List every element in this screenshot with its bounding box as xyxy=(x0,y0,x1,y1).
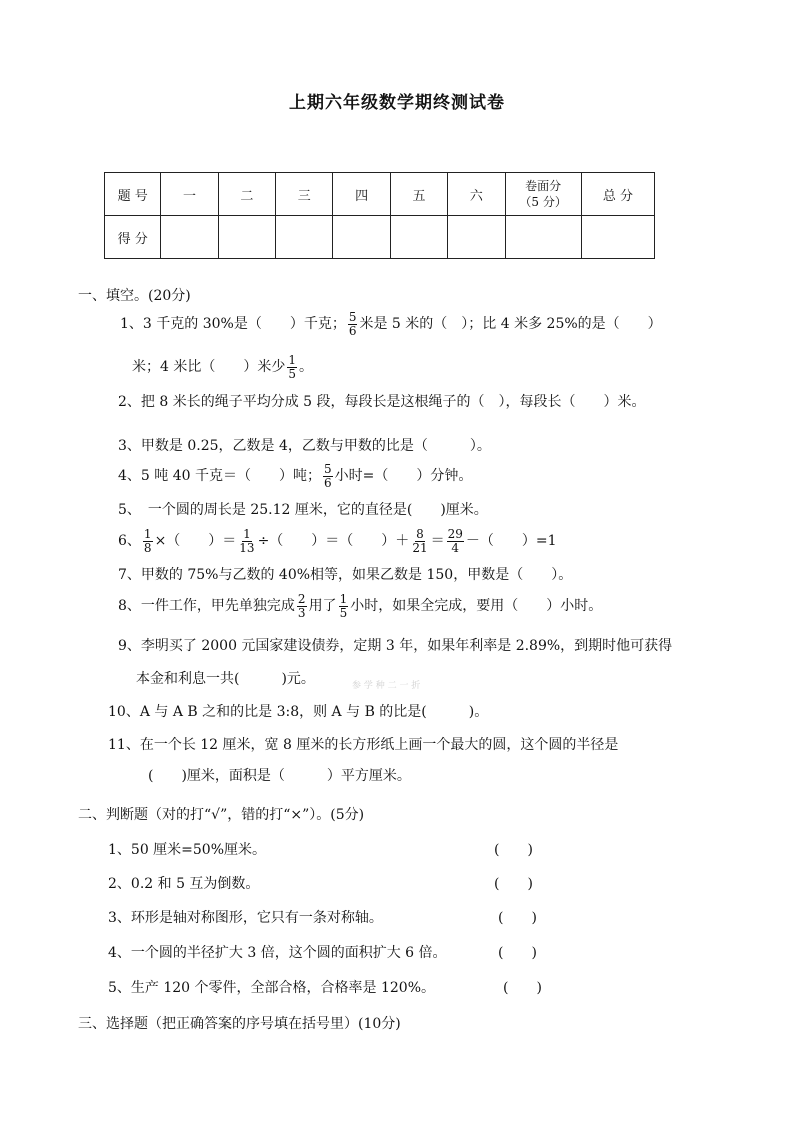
answer-bracket[interactable]: ( ) xyxy=(498,910,537,926)
fraction: $\frac{8}{21}$ xyxy=(412,526,428,555)
header-cell: 三 xyxy=(276,173,333,216)
judgement-item-4: 4、一个圆的半径扩大 3 倍，这个圆的面积扩大 6 倍。 xyxy=(108,945,447,961)
section-3-heading: 三、选择题（把正确答案的序号填在括号里）(10分) xyxy=(78,1016,401,1032)
score-table-score-row xyxy=(105,216,655,259)
question-8 xyxy=(118,588,602,624)
answer-bracket[interactable]: ( ) xyxy=(494,842,533,858)
question-text: 。 xyxy=(299,359,313,375)
question-text: 小时，如果全完成，要用（ ）小时。 xyxy=(350,598,603,614)
page-title: 上期六年级数学期终测试卷 xyxy=(289,93,505,113)
question-text: 米是 5 米的（ ）；比 4 米多 25%的是（ ） xyxy=(359,316,662,332)
score-cell[interactable] xyxy=(333,216,390,259)
question-text: 小时=（ ）分钟。 xyxy=(334,468,473,484)
question-text: －（ ）=1 xyxy=(465,533,557,549)
header-cell: 六 xyxy=(448,173,505,216)
question-9-line-2: 本金和利息一共( )元。 xyxy=(136,671,315,687)
question-1-line-2 xyxy=(132,349,313,385)
answer-bracket[interactable]: ( ) xyxy=(503,980,542,996)
question-text: 4、5 吨 40 千克＝（ ）吨； xyxy=(118,468,321,484)
question-6 xyxy=(118,523,557,559)
question-text: 8、一件工作，甲先单独完成 xyxy=(118,598,295,614)
answer-bracket[interactable]: ( ) xyxy=(498,945,537,961)
question-9-line-1: 9、李明买了 2000 元国家建设债券，定期 3 年，如果年利率是 2.89%，到期时他可获得 xyxy=(118,638,673,654)
question-text: ＝ xyxy=(430,533,445,549)
question-5: 5、 一个圆的周长是 25.12 厘米，它的直径是( )厘米。 xyxy=(118,502,488,518)
header-cell: 一 xyxy=(161,173,218,216)
header-cell: 二 xyxy=(218,173,275,216)
judgement-item-3: 3、环形是轴对称图形，它只有一条对称轴。 xyxy=(108,910,383,926)
answer-bracket[interactable]: ( ) xyxy=(494,876,533,892)
question-text: ÷（ ）＝（ ）＋ xyxy=(257,533,410,549)
question-11-line-1: 11、在一个长 12 厘米，宽 8 厘米的长方形纸上画一个最大的圆，这个圆的半径是 xyxy=(108,737,619,753)
section-2-heading: 二、判断题（对的打“√”，错的打“×”）。(5分) xyxy=(78,807,365,823)
fraction: $\frac{1}{13}$ xyxy=(239,526,255,555)
fraction: $\frac{1}{5}$ xyxy=(339,591,348,620)
paper-score-points: （5 分） xyxy=(519,195,567,209)
question-text: 6、 xyxy=(118,533,141,549)
faint-watermark-text: 参 学 种 二 一 折 xyxy=(352,681,421,691)
fraction: $\frac{5}{6}$ xyxy=(323,461,332,490)
question-text: 用了 xyxy=(308,598,337,614)
fraction: $\frac{1}{5}$ xyxy=(288,352,296,381)
score-cell[interactable] xyxy=(218,216,275,259)
fraction: $\frac{5}{6}$ xyxy=(348,309,357,338)
score-cell[interactable] xyxy=(581,216,654,259)
header-cell: 总 分 xyxy=(581,173,654,216)
score-cell[interactable] xyxy=(448,216,505,259)
score-table-header-row xyxy=(105,173,655,216)
question-7: 7、甲数的 75%与乙数的 40%相等，如果乙数是 150，甲数是（ ）。 xyxy=(118,567,573,583)
fraction: $\frac{2}{3}$ xyxy=(297,591,306,620)
question-text: 1、3 千克的 30%是（ ）千克； xyxy=(120,316,346,332)
header-cell: 五 xyxy=(390,173,447,216)
question-text: 米；4 米比（ ）米少 xyxy=(132,359,286,375)
question-1-line-1 xyxy=(120,306,662,342)
paper-score-label: 卷面分 xyxy=(525,179,562,193)
score-row-label: 得 分 xyxy=(105,216,161,259)
question-2: 2、把 8 米长的绳子平均分成 5 段，每段长是这根绳子的（ ），每段长（ ）米。 xyxy=(118,394,646,410)
score-table xyxy=(104,172,655,259)
question-10: 10、A 与 A B 之和的比是 3:8，则 A 与 B 的比是( )。 xyxy=(108,704,489,720)
question-text: ×（ ）＝ xyxy=(154,533,237,549)
judgement-item-1: 1、50 厘米=50%厘米。 xyxy=(108,842,267,858)
header-cell: 题 号 xyxy=(105,173,161,216)
score-cell[interactable] xyxy=(161,216,218,259)
question-11-line-2: ( )厘米，面积是（ ）平方厘米。 xyxy=(148,768,411,784)
score-cell[interactable] xyxy=(505,216,581,259)
judgement-item-5: 5、生产 120 个零件，全部合格，合格率是 120%。 xyxy=(108,980,436,996)
score-cell[interactable] xyxy=(390,216,447,259)
fraction: $\frac{29}{4}$ xyxy=(447,526,463,555)
judgement-item-2: 2、0.2 和 5 互为倒数。 xyxy=(108,876,260,892)
question-4 xyxy=(118,458,472,494)
header-cell: 四 xyxy=(333,173,390,216)
score-cell[interactable] xyxy=(276,216,333,259)
fraction: $\frac{1}{8}$ xyxy=(143,526,152,555)
question-3: 3、甲数是 0.25，乙数是 4，乙数与甲数的比是（ ）。 xyxy=(118,438,491,454)
section-1-heading: 一、填空。(20分) xyxy=(78,288,191,304)
header-cell-paper-score xyxy=(505,173,581,216)
